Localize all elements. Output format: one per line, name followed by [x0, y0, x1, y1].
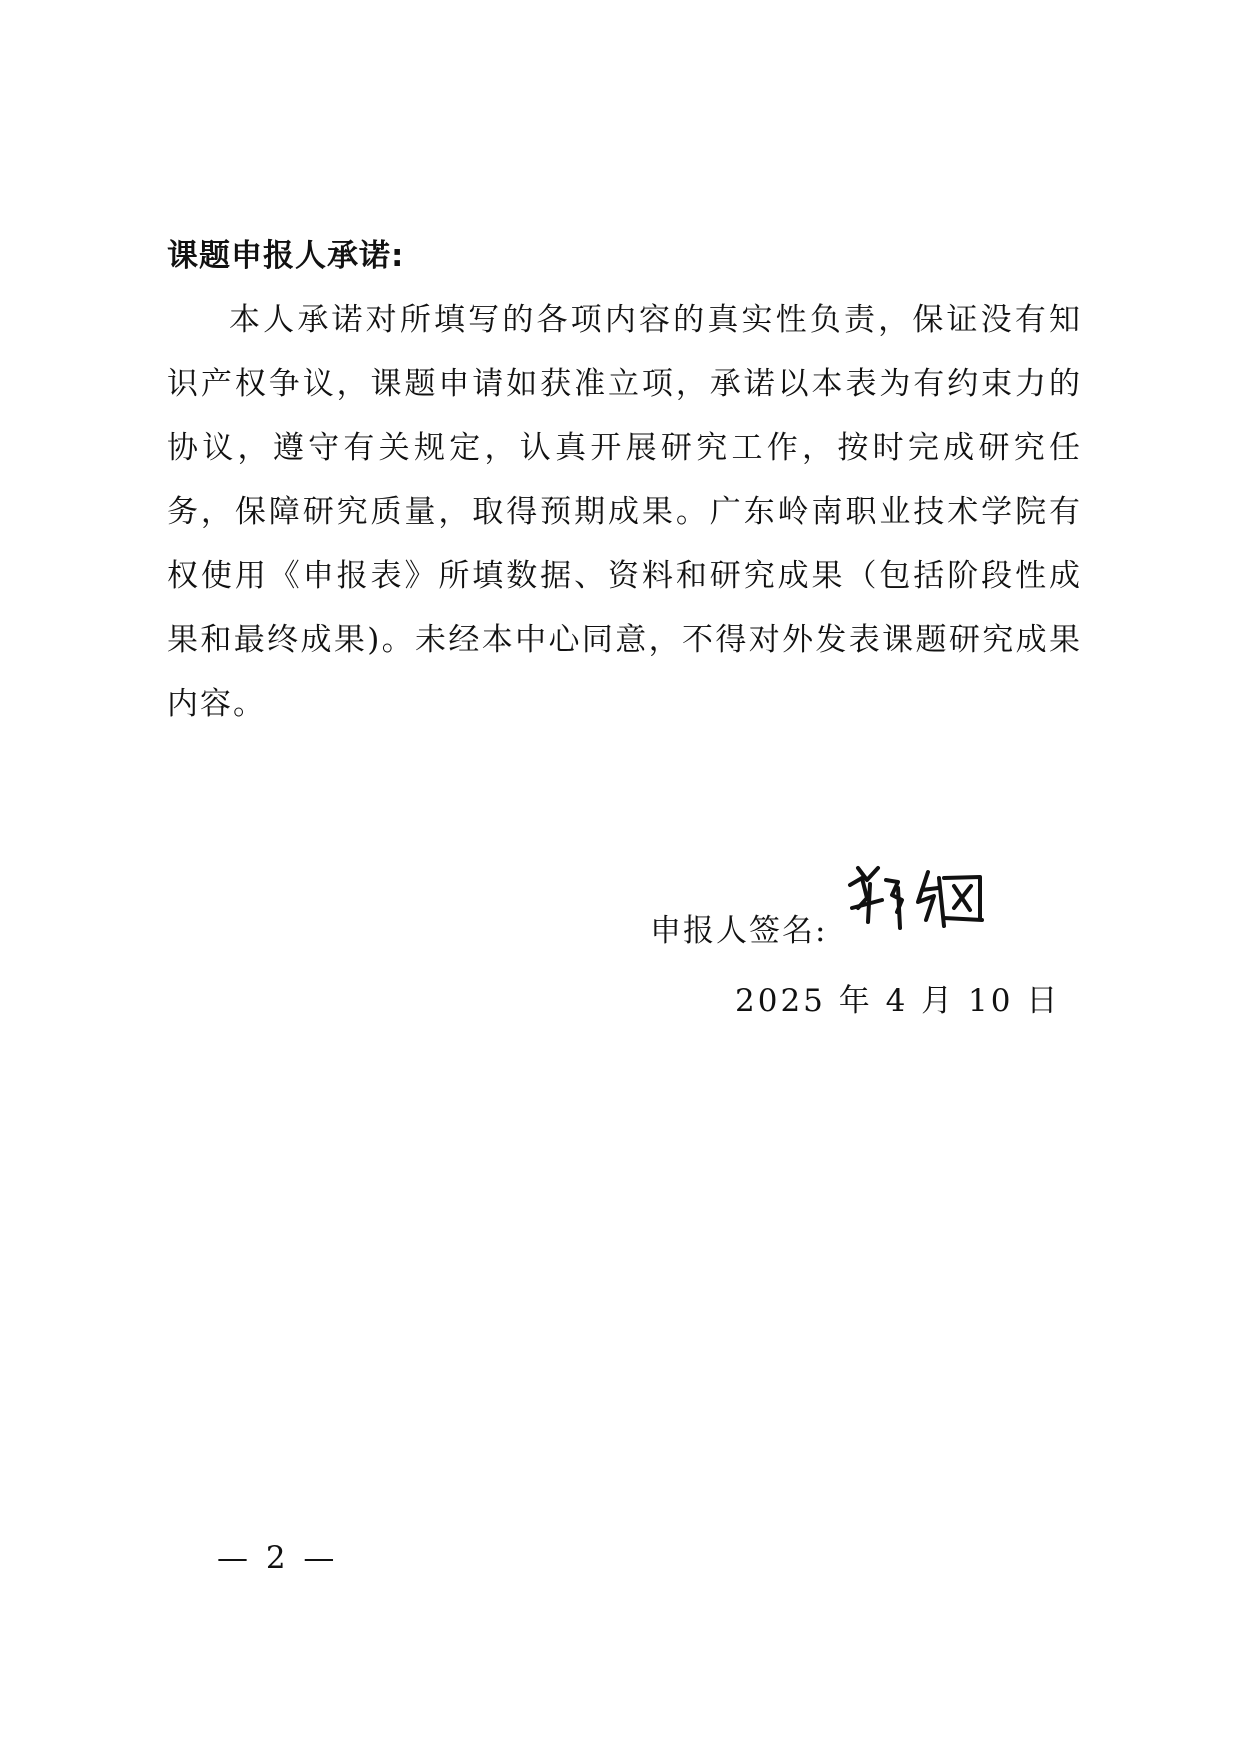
signature-label: 申报人签名: — [650, 913, 828, 949]
commitment-paragraph: 本人承诺对所填写的各项内容的真实性负责，保证没有知识产权争议，课题申请如获准立项，承诺以本表为有约束力的协议，遵守有关规定，认真开展研究工作，按时完成研究任务，保障研究质量，取得预期成果。广东岭南职业技术学院有权使用《申报表》所填数据、资料和研究成果（包括阶段性成果和最终成果)。未经本中心同意，不得对外发表课题研究成果内容。 — [167, 302, 1082, 722]
commitment-heading: 课题申报人承诺: — [167, 238, 405, 274]
signature-date: 2025 年 4 月 10 日 — [735, 983, 1061, 1019]
page-number: — 2 — — [217, 1540, 339, 1576]
commitment-body — [167, 288, 1082, 736]
handwritten-signature — [840, 860, 1000, 940]
